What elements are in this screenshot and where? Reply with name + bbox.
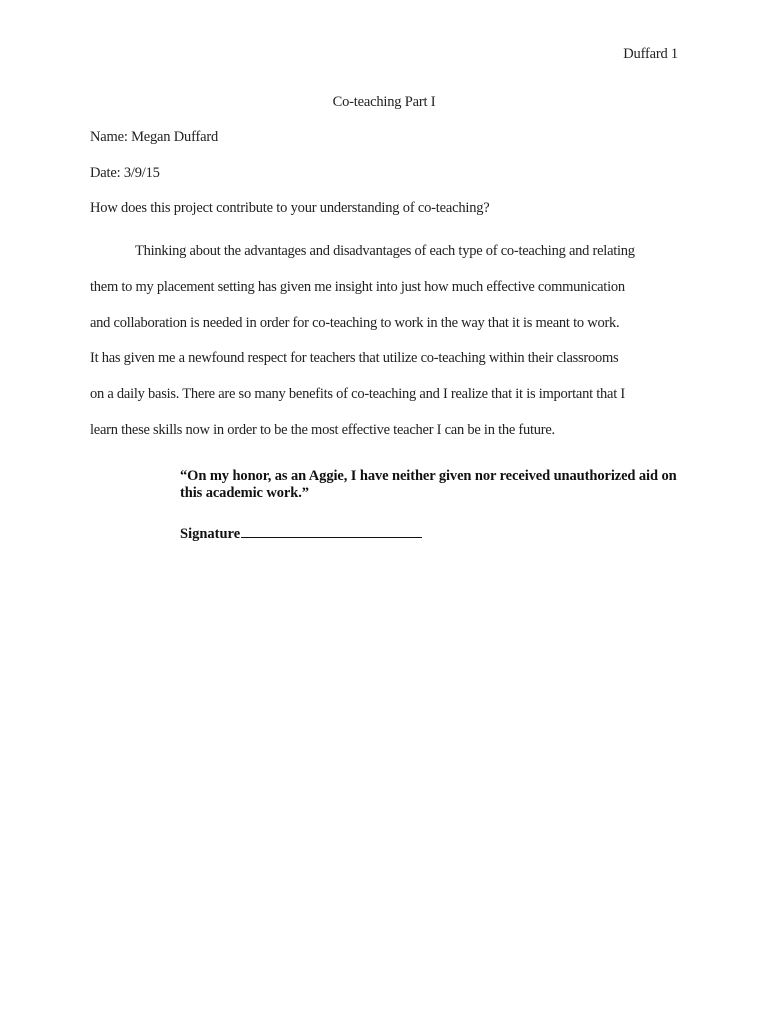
signature-label: Signature [180, 526, 241, 542]
running-head: Duffard 1 [623, 46, 678, 62]
paragraph-line: It has given me a newfound respect for teachers that utilize co-teaching within their classrooms [90, 350, 619, 367]
signature-line [241, 523, 422, 538]
document-title: Co-teaching Part I [332, 94, 436, 110]
signature-block [180, 523, 422, 543]
paragraph-line: and collaboration is needed in order for co-teaching to work in the way that it is meant to work. [90, 314, 620, 331]
paragraph-line: Thinking about the advantages and disadvantages of each type of co-teaching and relating [135, 243, 635, 259]
prompt-question: How does this project contribute to your understanding of co-teaching? [90, 200, 490, 216]
honor-pledge: “On my honor, as an Aggie, I have neither given nor received unauthorized aid on this academic work.” [180, 468, 677, 501]
paragraph-line: learn these skills now in order to be the most effective teacher I can be in the future. [90, 421, 555, 438]
response-paragraph [90, 234, 682, 449]
paragraph-line: on a daily basis. There are so many benefits of co-teaching and I realize that it is important that I [90, 386, 625, 403]
paragraph-line: them to my placement setting has given me insight into just how much effective communication [90, 278, 625, 295]
student-name: Name: Megan Duffard [90, 129, 218, 145]
document-date: Date: 3/9/15 [90, 165, 160, 181]
